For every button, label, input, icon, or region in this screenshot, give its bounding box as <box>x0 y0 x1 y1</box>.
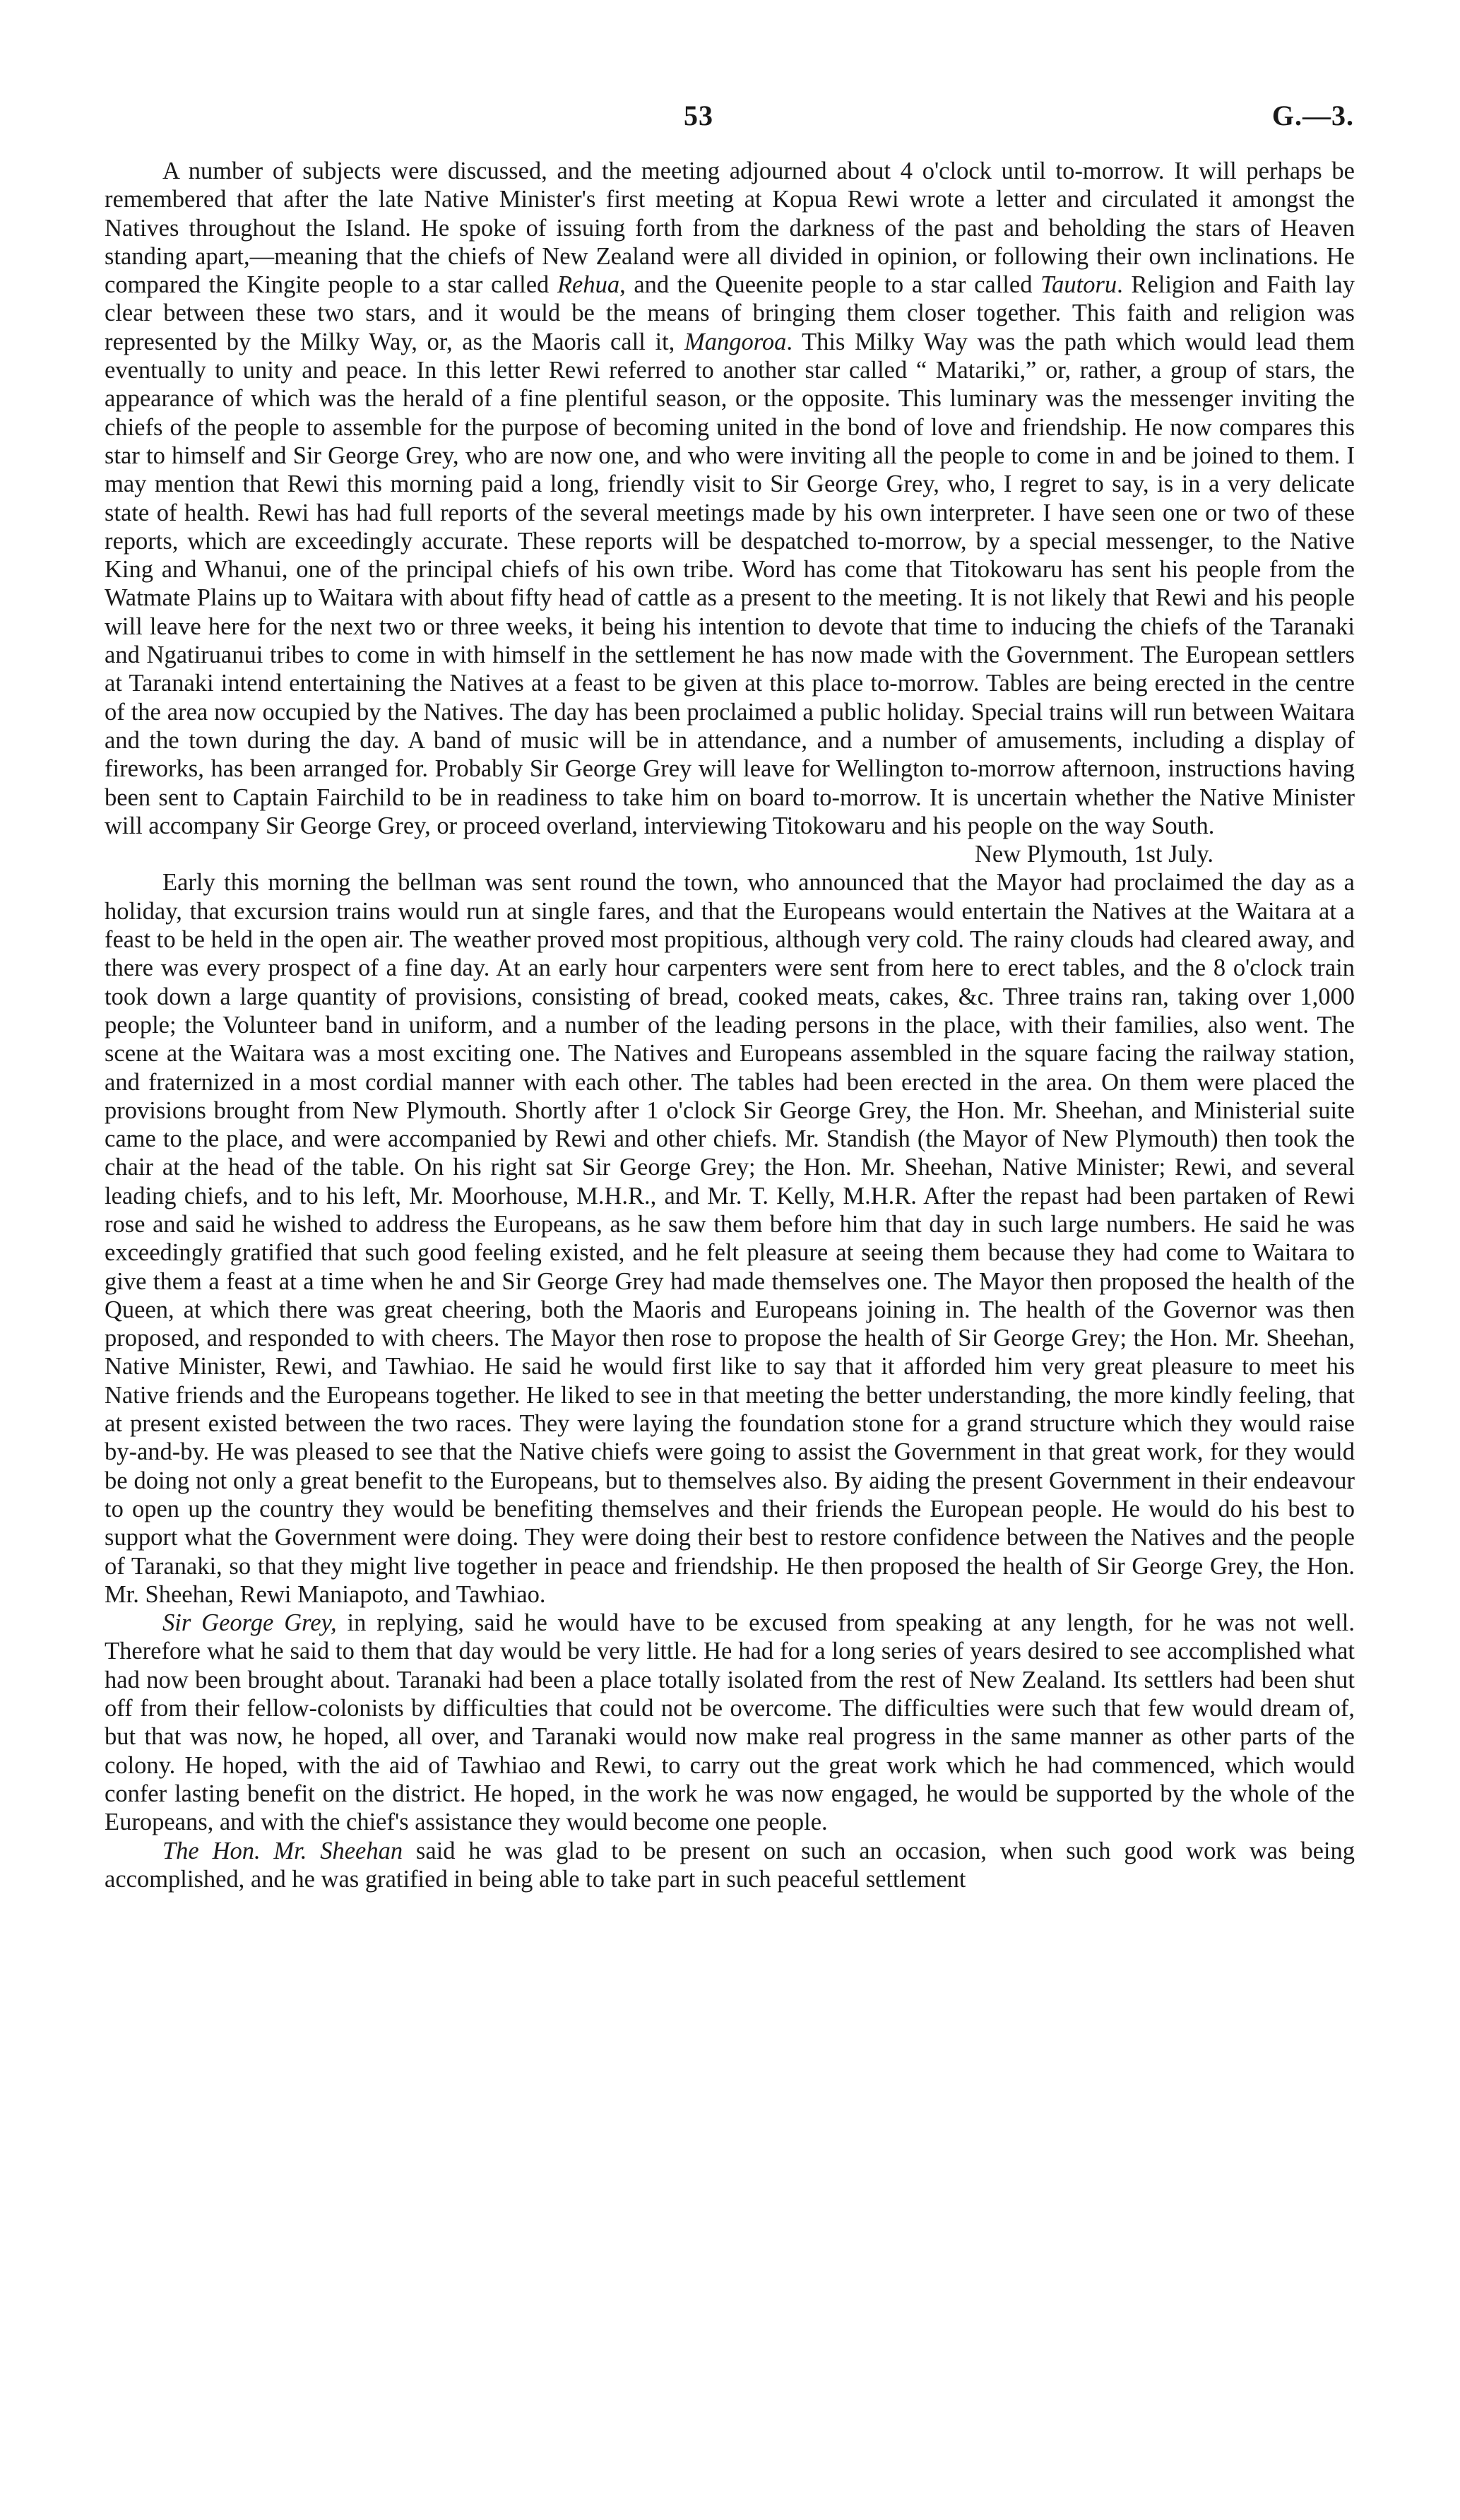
paragraph-grey-reply <box>105 1609 1355 1836</box>
dateline: New Plymouth, 1st July. <box>975 841 1213 868</box>
text-run: , and the Queenite people to a star called <box>619 271 1041 299</box>
speaker-name: Sir George Grey, <box>162 1609 337 1637</box>
text-run: A number of subjects were discussed, and the meeting adjourned about 4 o'clock until to-morrow. It will perhaps be remembered that after the late Native Minister's first meeting at Kopua Rewi wrote a letter and circulated it amongst the Natives throughout the Island. He spoke of issuing forth from the darkness of the past and beholding the stars of Heaven standing apart,—meaning that the chiefs of New Zealand were all divided in opinion, or following their own inclinations. He compared the Kingite people to a star called <box>105 158 1355 299</box>
star-name-tautoru: Tautoru <box>1040 271 1117 299</box>
milky-way-maori-name: Mangoroa <box>684 328 787 355</box>
document-reference: G.—3. <box>1271 100 1354 131</box>
text-run: in replying, said he would have to be excused from speaking at any length, for he was not well. Therefore what he said to them that day would be very little. He had for a long series of years desired to see accomplished what had now been brought about. Taranaki had been a place totally isolated from the rest of New Zealand. Its settlers had been shut off from their fellow-colonists by difficulties that could not be overcome. The difficulties were such that few would dream of, but that was now, he hoped, all over, and Taranaki would now make real progress in the same manner as other parts of the colony. He hoped, with the aid of Tawhiao and Rewi, to carry out the great work which he had commenced, which would confer lasting benefit on the district. He hoped, in the work he was now engaged, he would be supported by the whole of the Europeans, and with the chief's assistance they would become one people. <box>105 1609 1355 1836</box>
text-run: . Religion and Faith lay clear between these two stars, and it would be the means of bringing them closer together. This faith and religion was represented by the Milky Way, or, as the Maoris call it, <box>105 271 1355 355</box>
body-text <box>105 157 1355 1893</box>
page-number: 53 <box>684 100 713 131</box>
text-run: said he was glad to be present on such an occasion, when such good work was being accomplished, and he was gratified in being able to take part in such peaceful settlement <box>105 1837 1355 1893</box>
speaker-name: The Hon. Mr. Sheehan <box>162 1837 403 1864</box>
paragraph-meeting-report <box>105 157 1355 840</box>
text-run: . This Milky Way was the path which would lead them eventually to unity and peace. In this letter Rewi referred to another star called “ Matariki,” or, rather, a group of stars, the appearance of which was the herald of a fine plentiful season, or the opposite. This luminary was the messenger inviting the chiefs of the people to assemble for the purpose of becoming united in the bond of love and friendship. He now compares this star to himself and Sir George Grey, who are now one, and who were inviting all the people to come in and be joined to them. I may mention that Rewi this morning paid a long, friendly visit to Sir George Grey, who, I regret to say, is in a very delicate state of health. Rewi has had full reports of the several meetings made by his own interpreter. I have seen one or two of these reports, which are exceedingly accurate. These reports will be despatched to-morrow, by a special messenger, to the Native King and Whanui, one of the principal chiefs of his own tribe. Word has come that Titokowaru has sent his people from the Watmate Plains up to Waitara with about fifty head of cattle as a present to the meeting. It is not likely that Rewi and his people will leave here for the next two or three weeks, it being his intention to devote that time to inducing the chiefs of the Taranaki and Ngatiruanui tribes to come in with himself in the settlement he has now made with the Government. The European settlers at Taranaki intend entertaining the Natives at a feast to be given at this place to-morrow. Tables are being erected in the centre of the area now occupied by the Natives. The day has been proclaimed a public holiday. Special trains will run between Waitara and the town during the day. A band of music will be in attendance, and a number of amusements, including a display of fireworks, has been arranged for. Probably Sir George Grey will leave for Wellington to-morrow afternoon, instructions having been sent to Captain Fairchild to be in readiness to take him on board to-morrow. It is uncertain whether the Native Minister will accompany Sir George Grey, or proceed overland, interviewing Titokowaru and his people on the way South. <box>105 328 1355 839</box>
paragraph-feast-report: Early this morning the bellman was sent round the town, who announced that the Mayor had proclaimed the day as a holiday, that excursion trains would run at single fares, and that the Europeans would entertain the Natives at the Waitara at a feast to be held in the open air. The weather proved most propitious, although very cold. The rainy clouds had cleared away, and there was every prospect of a fine day. At an early hour carpenters were sent from here to erect tables, and the 8 o'clock train took down a large quantity of provisions, consisting of bread, cooked meats, cakes, &c. Three trains ran, taking over 1,000 people; the Volunteer band in uniform, and a number of the leading persons in the place, with their families, also went. The scene at the Waitara was a most exciting one. The Natives and Europeans assembled in the square facing the railway station, and fraternized in a most cordial manner with each other. The tables had been erected in the area. On them were placed the provisions brought from New Plymouth. Shortly after 1 o'clock Sir George Grey, the Hon. Mr. Sheehan, and Ministerial suite came to the place, and were accompanied by Rewi and other chiefs. Mr. Standish (the Mayor of New Plymouth) then took the chair at the head of the table. On his right sat Sir George Grey; the Hon. Mr. Sheehan, Native Minister; Rewi, and several leading chiefs, and to his left, Mr. Moorhouse, M.H.R., and Mr. T. Kelly, M.H.R. After the repast had been partaken of Rewi rose and said he wished to address the Europeans, as he saw them before him that day in such large numbers. He said he was exceedingly gratified that such good feeling existed, and he felt pleasure at seeing them because they had come to Waitara to give them a feast at a time when he and Sir George Grey had made themselves one. The Mayor then proposed the health of the Queen, at which there was great cheering, both the Maoris and Europeans joining in. The health of the Governor was then proposed, and responded to with cheers. The Mayor then rose to propose the health of Sir George Grey; the Hon. Mr. Sheehan, Native Minister, Rewi, and Tawhiao. He said he would first like to say that it afforded him very great pleasure to meet his Native friends and the Europeans together. He liked to see in that meeting the better understanding, the more kindly feeling, that at present existed between the two races. They were laying the foundation stone for a grand structure which they would raise by-and-by. He was pleased to see that the Native chiefs were going to assist the Government in that great work, for they would be doing not only a great benefit to the Europeans, but to themselves also. By aiding the present Government in their endeavour to open up the country they would be benefiting themselves and their friends the European people. He would do his best to support what the Government were doing. They were doing their best to restore confidence between the Natives and the people of Taranaki, so that they might live together in peace and friendship. He then proposed the health of Sir George Grey, the Hon. Mr. Sheehan, Rewi Maniapoto, and Tawhiao. <box>105 869 1355 1608</box>
star-name-rehua: Rehua <box>557 271 620 299</box>
paragraph-sheehan-reply <box>105 1837 1355 1894</box>
